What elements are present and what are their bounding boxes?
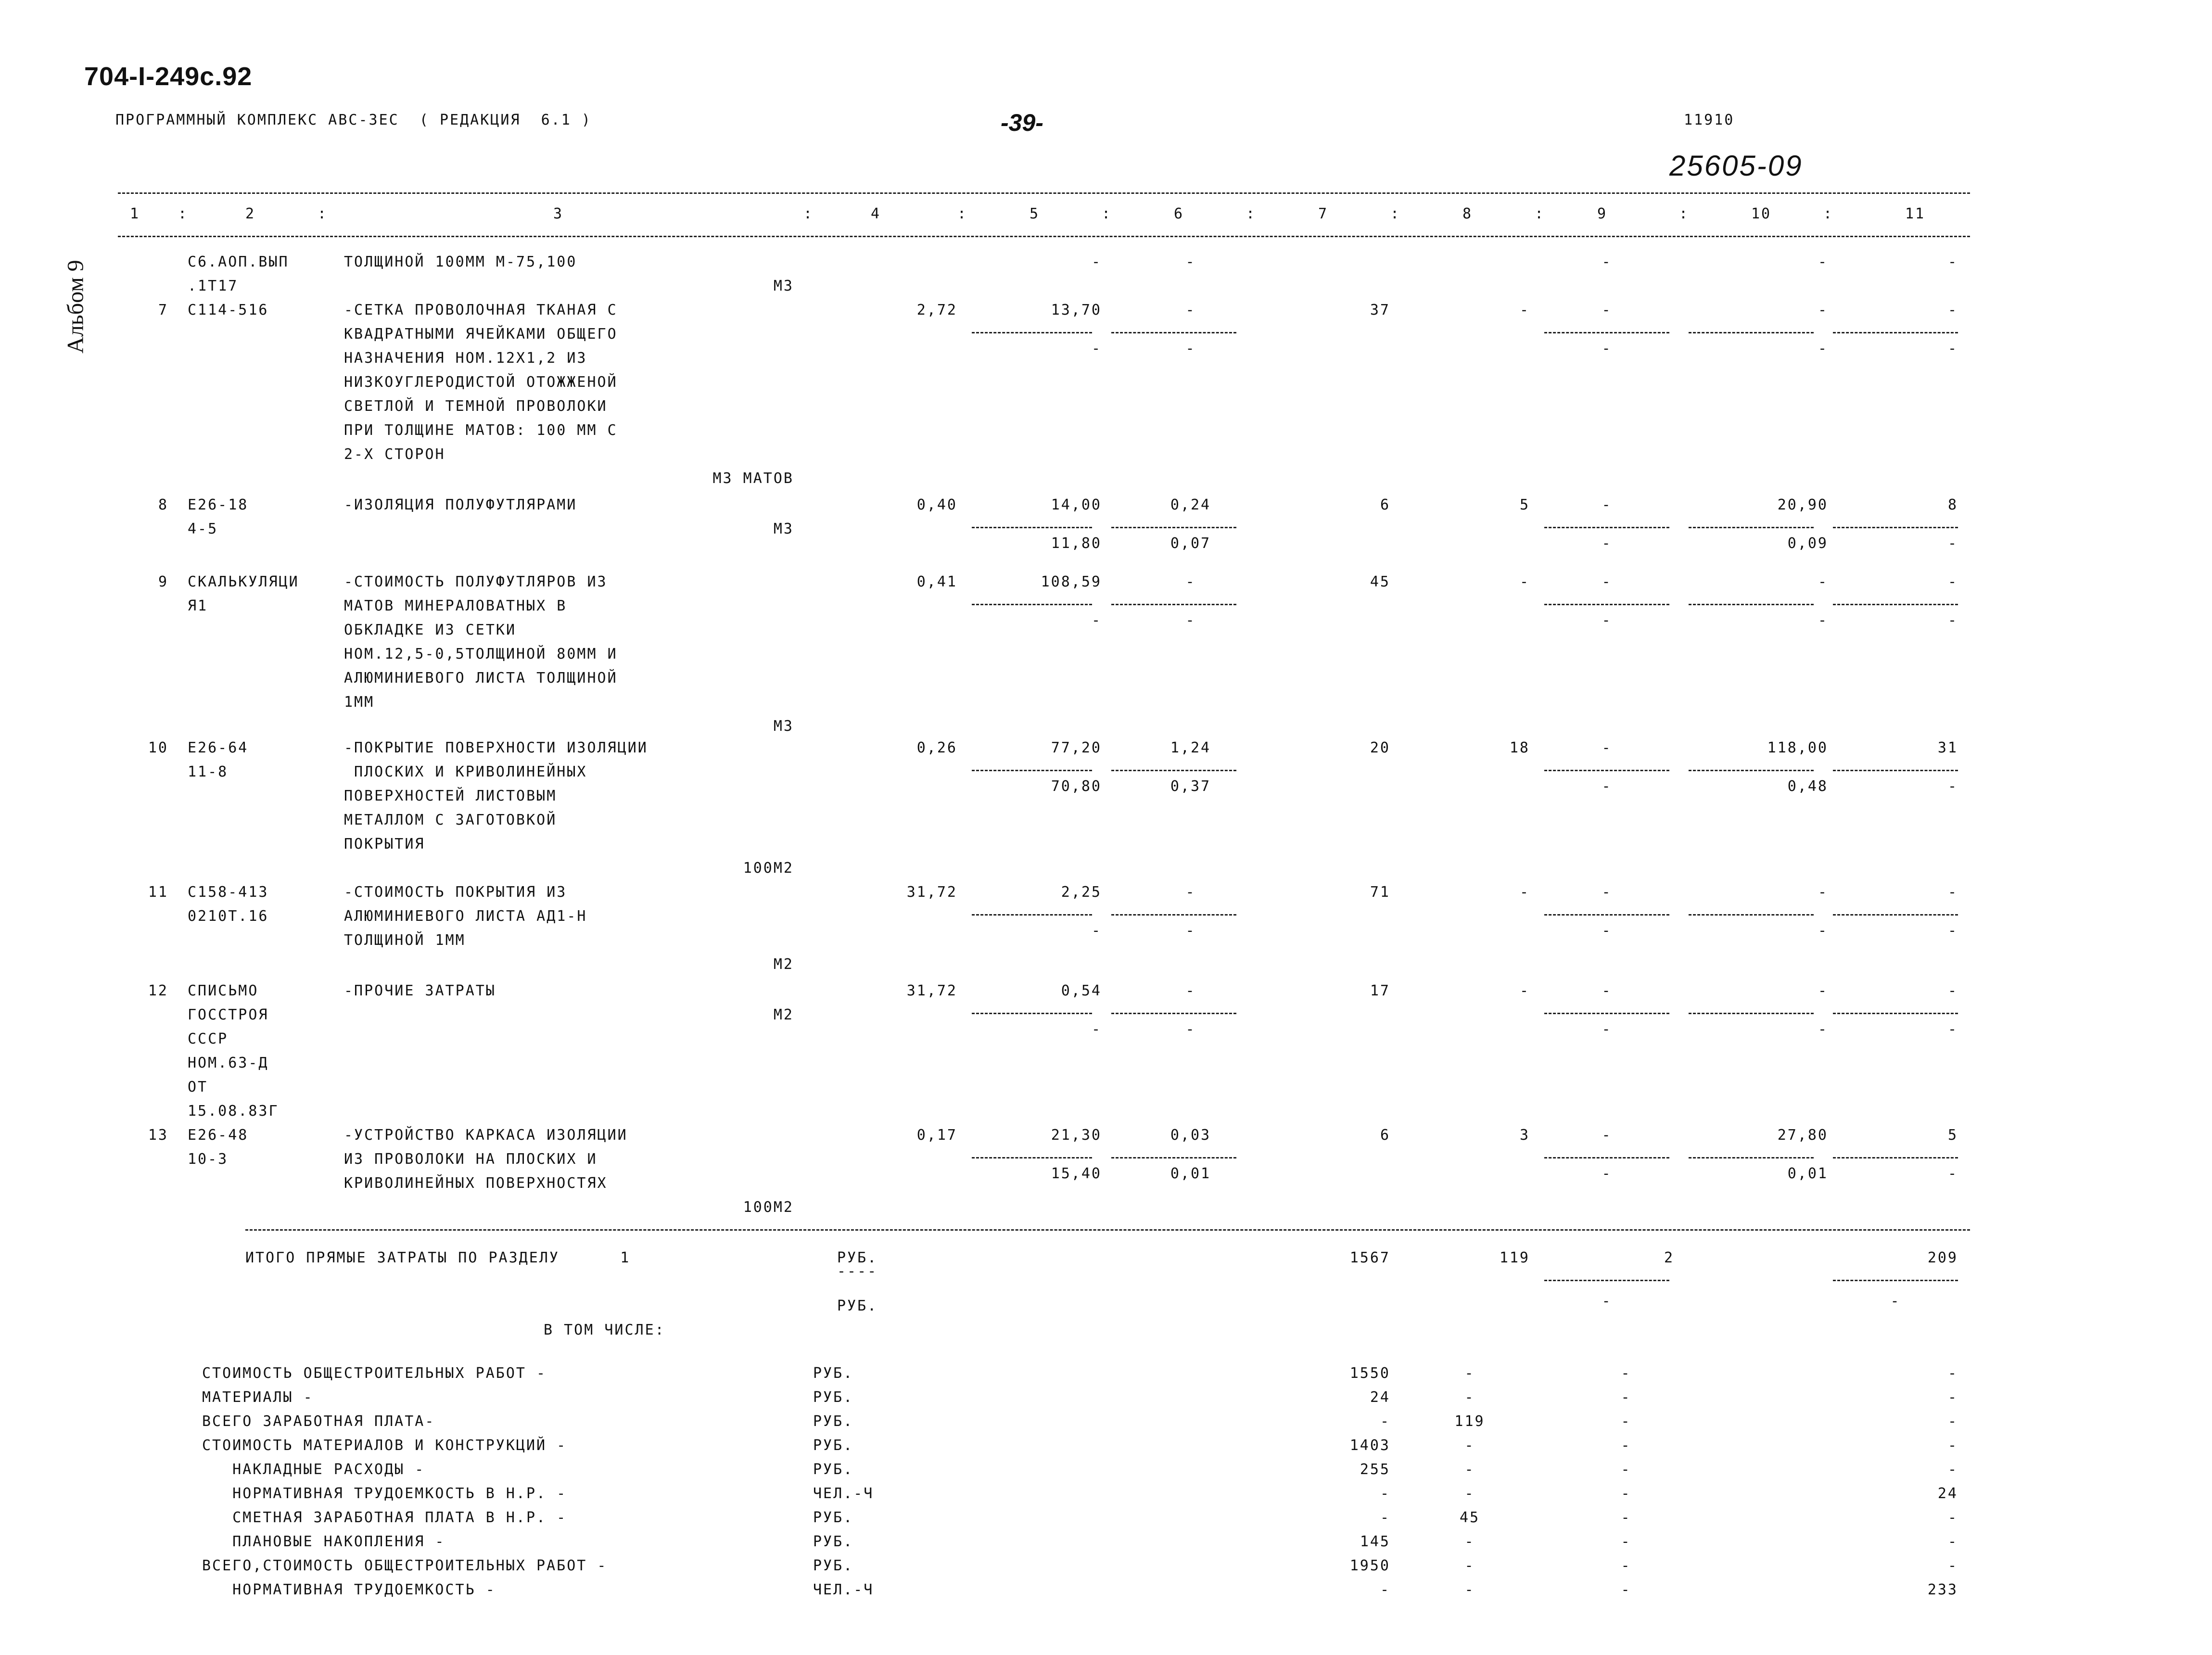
row-unit: М2 bbox=[773, 1006, 794, 1023]
row-col9-b: - bbox=[1602, 922, 1612, 939]
row-col9-b: - bbox=[1602, 535, 1612, 552]
summary-col9: - bbox=[1621, 1413, 1631, 1430]
row-code: Я1 bbox=[188, 598, 208, 614]
total-col9-b: - bbox=[1602, 1293, 1612, 1310]
summary-col9: - bbox=[1621, 1581, 1631, 1598]
row-code: Е26-64 bbox=[188, 739, 249, 756]
row-description: ПОВЕРХНОСТЕЙ ЛИСТОВЫМ bbox=[344, 788, 557, 804]
row-code: 10-3 bbox=[188, 1151, 229, 1168]
column-header: 9 bbox=[1597, 205, 1608, 222]
row-split-rule bbox=[972, 332, 1092, 333]
row-col7: 17 bbox=[1370, 982, 1390, 999]
row-col4: 2,72 bbox=[916, 302, 957, 318]
row-code: ГОССТРОЯ bbox=[188, 1006, 269, 1023]
row-unit: 100М2 bbox=[743, 860, 794, 877]
row-split-rule bbox=[1111, 1013, 1236, 1014]
row-col5: 14,00 bbox=[1051, 496, 1102, 513]
total-label: ИТОГО ПРЯМЫЕ ЗАТРАТЫ ПО РАЗДЕЛУ 1 bbox=[245, 1249, 631, 1266]
total-col11: 209 bbox=[1927, 1249, 1958, 1266]
summary-unit: РУБ. bbox=[813, 1509, 854, 1526]
row-col10-b: 0,01 bbox=[1787, 1165, 1828, 1182]
row-col8: 3 bbox=[1519, 1127, 1530, 1144]
row-col6-b: - bbox=[1185, 340, 1196, 357]
total-col7: 1567 bbox=[1349, 1249, 1390, 1266]
row-split-rule bbox=[1833, 914, 1958, 916]
summary-col7: 1950 bbox=[1349, 1557, 1390, 1574]
row-col11: - bbox=[1947, 573, 1958, 590]
summary-col9: - bbox=[1621, 1461, 1631, 1478]
column-header: 8 bbox=[1462, 205, 1473, 222]
summary-label: НОРМАТИВНАЯ ТРУДОЕМКОСТЬ В Н.Р. - bbox=[202, 1485, 567, 1502]
row-split-rule bbox=[1833, 1157, 1958, 1158]
row-split-rule bbox=[1544, 527, 1669, 528]
row-description: ОБКЛАДКЕ ИЗ СЕТКИ bbox=[344, 622, 517, 638]
row-col10-b: 0,09 bbox=[1787, 535, 1828, 552]
summary-col7: 1403 bbox=[1349, 1437, 1390, 1454]
row-col4: 0,17 bbox=[916, 1127, 957, 1144]
row-col5: - bbox=[1091, 254, 1102, 270]
row-split-rule bbox=[1544, 604, 1669, 605]
column-header: 6 bbox=[1174, 205, 1184, 222]
row-col10: 118,00 bbox=[1767, 739, 1828, 756]
total-unit-2: РУБ. bbox=[837, 1298, 878, 1314]
row-col10: - bbox=[1818, 884, 1828, 901]
summary-col7: - bbox=[1380, 1485, 1390, 1502]
summary-col9: - bbox=[1621, 1557, 1631, 1574]
column-header: : bbox=[318, 205, 328, 222]
total-col11-rule bbox=[1833, 1280, 1958, 1281]
row-description: -СЕТКА ПРОВОЛОЧНАЯ ТКАНАЯ С bbox=[344, 302, 618, 318]
summary-col11: - bbox=[1947, 1533, 1958, 1550]
column-header: 1 bbox=[130, 205, 140, 222]
header-rule-bottom bbox=[118, 236, 1970, 237]
row-description: НАЗНАЧЕНИЯ НОМ.12Х1,2 ИЗ bbox=[344, 350, 587, 367]
row-split-rule bbox=[1111, 527, 1236, 528]
row-description: -СТОИМОСТЬ ПОКРЫТИЯ ИЗ bbox=[344, 884, 567, 901]
total-rule bbox=[245, 1229, 1970, 1231]
row-col10: - bbox=[1818, 302, 1828, 318]
row-col5: 13,70 bbox=[1051, 302, 1102, 318]
summary-col9: - bbox=[1621, 1509, 1631, 1526]
row-col6: 1,24 bbox=[1170, 739, 1211, 756]
row-number: 9 bbox=[158, 573, 168, 590]
summary-col7: 145 bbox=[1360, 1533, 1390, 1550]
row-split-rule bbox=[972, 770, 1092, 771]
row-col8: - bbox=[1519, 884, 1530, 901]
row-col11-b: - bbox=[1947, 1021, 1958, 1038]
row-description: -УСТРОЙСТВО КАРКАСА ИЗОЛЯЦИИ bbox=[344, 1127, 628, 1144]
row-col11: - bbox=[1947, 884, 1958, 901]
row-split-rule bbox=[972, 604, 1092, 605]
summary-col11: - bbox=[1947, 1461, 1958, 1478]
row-col5-b: - bbox=[1091, 612, 1102, 629]
column-header: : bbox=[1823, 205, 1834, 222]
document-id: 704-I-249с.92 bbox=[84, 62, 253, 91]
row-col8: - bbox=[1519, 573, 1530, 590]
row-col5: 77,20 bbox=[1051, 739, 1102, 756]
row-number: 12 bbox=[148, 982, 168, 999]
row-col11-b: - bbox=[1947, 1165, 1958, 1182]
row-split-rule bbox=[1689, 1013, 1814, 1014]
column-header: : bbox=[1679, 205, 1690, 222]
row-col10-b: - bbox=[1818, 612, 1828, 629]
row-col6: - bbox=[1185, 982, 1196, 999]
row-col4: 0,41 bbox=[916, 573, 957, 590]
row-col11: 31 bbox=[1937, 739, 1958, 756]
row-col5-b: - bbox=[1091, 340, 1102, 357]
row-code: 11-8 bbox=[188, 764, 229, 780]
row-col4: 0,26 bbox=[916, 739, 957, 756]
row-col9-b: - bbox=[1602, 340, 1612, 357]
row-col5: 0,54 bbox=[1061, 982, 1102, 999]
row-description: АЛЮМИНИЕВОГО ЛИСТА АД1-Н bbox=[344, 908, 587, 925]
row-unit: М3 bbox=[773, 521, 794, 537]
row-split-rule bbox=[1833, 332, 1958, 333]
row-col6-b: - bbox=[1185, 922, 1196, 939]
summary-col9: - bbox=[1621, 1389, 1631, 1406]
row-description: ТОЛЩИНОЙ 100ММ М-75,100 bbox=[344, 254, 577, 270]
row-split-rule bbox=[1689, 527, 1814, 528]
summary-col8: - bbox=[1464, 1533, 1475, 1550]
row-code: 4-5 bbox=[188, 521, 218, 537]
row-code: СССР bbox=[188, 1031, 229, 1047]
summary-label: ВСЕГО ЗАРАБОТНАЯ ПЛАТА- bbox=[202, 1413, 435, 1430]
column-header: 7 bbox=[1318, 205, 1329, 222]
row-split-rule bbox=[972, 914, 1092, 916]
sheet-code: 11910 bbox=[1684, 112, 1735, 128]
row-description: АЛЮМИНИЕВОГО ЛИСТА ТОЛЩИНОЙ bbox=[344, 670, 618, 687]
row-col6: - bbox=[1185, 884, 1196, 901]
row-col6-b: - bbox=[1185, 612, 1196, 629]
row-col10-b: - bbox=[1818, 922, 1828, 939]
row-unit: М3 bbox=[773, 718, 794, 735]
summary-label: МАТЕРИАЛЫ - bbox=[202, 1389, 314, 1406]
row-description: МЕТАЛЛОМ С ЗАГОТОВКОЙ bbox=[344, 812, 557, 828]
summary-label: НАКЛАДНЫЕ РАСХОДЫ - bbox=[202, 1461, 425, 1478]
row-split-rule bbox=[1833, 527, 1958, 528]
column-header: : bbox=[178, 205, 189, 222]
summary-label: СТОИМОСТЬ ОБЩЕСТРОИТЕЛЬНЫХ РАБОТ - bbox=[202, 1365, 547, 1382]
column-header: 3 bbox=[553, 205, 564, 222]
row-col11: 8 bbox=[1947, 496, 1958, 513]
summary-label: НОРМАТИВНАЯ ТРУДОЕМКОСТЬ - bbox=[202, 1581, 496, 1598]
column-header: : bbox=[1535, 205, 1545, 222]
row-col8: - bbox=[1519, 302, 1530, 318]
summary-col8: - bbox=[1464, 1389, 1475, 1406]
summary-col11: - bbox=[1947, 1413, 1958, 1430]
row-split-rule bbox=[1111, 914, 1236, 916]
row-description: 1ММ bbox=[344, 694, 375, 711]
column-header: : bbox=[1102, 205, 1112, 222]
row-split-rule bbox=[1689, 914, 1814, 916]
row-col4: 31,72 bbox=[906, 982, 957, 999]
summary-label: ВСЕГО,СТОИМОСТЬ ОБЩЕСТРОИТЕЛЬНЫХ РАБОТ - bbox=[202, 1557, 608, 1574]
row-col7: 6 bbox=[1380, 496, 1390, 513]
summary-unit: РУБ. bbox=[813, 1557, 854, 1574]
row-col7: 6 bbox=[1380, 1127, 1390, 1144]
summary-col11: 233 bbox=[1927, 1581, 1958, 1598]
row-col10: 20,90 bbox=[1777, 496, 1828, 513]
summary-unit: ЧЕЛ.-Ч bbox=[813, 1485, 874, 1502]
row-col11-b: - bbox=[1947, 778, 1958, 795]
column-header: : bbox=[1390, 205, 1401, 222]
total-col8: 119 bbox=[1499, 1249, 1530, 1266]
total-col9-rule bbox=[1544, 1280, 1669, 1281]
summary-col7: 255 bbox=[1360, 1461, 1390, 1478]
row-col6: 0,03 bbox=[1170, 1127, 1211, 1144]
summary-col8: - bbox=[1464, 1461, 1475, 1478]
row-split-rule bbox=[1833, 770, 1958, 771]
row-split-rule bbox=[1111, 1157, 1236, 1158]
row-col9-b: - bbox=[1602, 612, 1612, 629]
row-col8: 5 bbox=[1519, 496, 1530, 513]
row-col10: 27,80 bbox=[1777, 1127, 1828, 1144]
row-split-rule bbox=[972, 1157, 1092, 1158]
summary-col11: - bbox=[1947, 1557, 1958, 1574]
row-description: ПЛОСКИХ И КРИВОЛИНЕЙНЫХ bbox=[344, 764, 587, 780]
row-description: 2-Х СТОРОН bbox=[344, 446, 445, 463]
row-code: С114-516 bbox=[188, 302, 269, 318]
summary-unit: ЧЕЛ.-Ч bbox=[813, 1581, 874, 1598]
row-col9-b: - bbox=[1602, 778, 1612, 795]
row-col5-b: - bbox=[1091, 1021, 1102, 1038]
row-description: МАТОВ МИНЕРАЛОВАТНЫХ В bbox=[344, 598, 567, 614]
row-description: СВЕТЛОЙ И ТЕМНОЙ ПРОВОЛОКИ bbox=[344, 398, 608, 415]
row-split-rule bbox=[1544, 1013, 1669, 1014]
row-number: 13 bbox=[148, 1127, 168, 1144]
row-number: 10 bbox=[148, 739, 168, 756]
row-description: -ИЗОЛЯЦИЯ ПОЛУФУТЛЯРАМИ bbox=[344, 496, 577, 513]
column-header: : bbox=[957, 205, 968, 222]
handwritten-stamp: 25605-09 bbox=[1669, 150, 1803, 182]
summary-col9: - bbox=[1621, 1437, 1631, 1454]
row-col9-b: - bbox=[1602, 1165, 1612, 1182]
row-col8: 18 bbox=[1509, 739, 1530, 756]
row-col10-b: - bbox=[1818, 1021, 1828, 1038]
row-split-rule bbox=[1111, 770, 1236, 771]
total-col9: 2 bbox=[1664, 1249, 1674, 1266]
row-description: -ПРОЧИЕ ЗАТРАТЫ bbox=[344, 982, 496, 999]
row-col7: 20 bbox=[1370, 739, 1390, 756]
row-col11-b: - bbox=[1947, 612, 1958, 629]
summary-col11: - bbox=[1947, 1389, 1958, 1406]
summary-unit: РУБ. bbox=[813, 1533, 854, 1550]
row-code: НОМ.63-Д bbox=[188, 1055, 269, 1071]
row-description: ТОЛЩИНОЙ 1ММ bbox=[344, 932, 466, 949]
row-number: 11 bbox=[148, 884, 168, 901]
row-split-rule bbox=[1544, 770, 1669, 771]
row-col6: 0,24 bbox=[1170, 496, 1211, 513]
row-col10: - bbox=[1818, 573, 1828, 590]
summary-unit: РУБ. bbox=[813, 1461, 854, 1478]
row-description: ПРИ ТОЛЩИНЕ МАТОВ: 100 ММ С bbox=[344, 422, 618, 439]
row-code: ОТ bbox=[188, 1079, 208, 1095]
summary-col11: 24 bbox=[1937, 1485, 1958, 1502]
row-col9-b: - bbox=[1602, 1021, 1612, 1038]
row-col9: - bbox=[1602, 739, 1612, 756]
including-label: В ТОМ ЧИСЛЕ: bbox=[544, 1322, 665, 1338]
summary-col7: - bbox=[1380, 1581, 1390, 1598]
row-col4: 31,72 bbox=[906, 884, 957, 901]
row-split-rule bbox=[1689, 332, 1814, 333]
row-col7: 71 bbox=[1370, 884, 1390, 901]
page-number: -39- bbox=[1001, 109, 1043, 136]
row-col7: 45 bbox=[1370, 573, 1390, 590]
album-label: Альбом 9 bbox=[63, 260, 89, 354]
column-header: 4 bbox=[871, 205, 881, 222]
row-split-rule bbox=[1544, 332, 1669, 333]
summary-col8: 119 bbox=[1454, 1413, 1485, 1430]
program-title: ПРОГРАММНЫЙ КОМПЛЕКС АВС-ЗЕС ( РЕДАКЦИЯ 6.1 ) bbox=[115, 112, 592, 128]
row-col5: 2,25 bbox=[1061, 884, 1102, 901]
row-col9: - bbox=[1602, 1127, 1612, 1144]
row-split-rule bbox=[1689, 1157, 1814, 1158]
summary-label: СМЕТНАЯ ЗАРАБОТНАЯ ПЛАТА В Н.Р. - bbox=[202, 1509, 567, 1526]
summary-col7: 24 bbox=[1370, 1389, 1390, 1406]
row-split-rule bbox=[1111, 604, 1236, 605]
row-col11: - bbox=[1947, 254, 1958, 270]
summary-col8: - bbox=[1464, 1557, 1475, 1574]
summary-col8: - bbox=[1464, 1485, 1475, 1502]
summary-label: ПЛАНОВЫЕ НАКОПЛЕНИЯ - bbox=[202, 1533, 445, 1550]
column-header: : bbox=[1246, 205, 1257, 222]
row-code: .1Т17 bbox=[188, 278, 239, 294]
row-col6: - bbox=[1185, 302, 1196, 318]
row-col11-b: - bbox=[1947, 340, 1958, 357]
row-code: Е26-18 bbox=[188, 496, 249, 513]
summary-col9: - bbox=[1621, 1485, 1631, 1502]
summary-col9: - bbox=[1621, 1365, 1631, 1382]
row-col6-b: 0,37 bbox=[1170, 778, 1211, 795]
row-col9: - bbox=[1602, 982, 1612, 999]
row-unit: М3 bbox=[773, 278, 794, 294]
row-code: С158-413 bbox=[188, 884, 269, 901]
header-rule-top bbox=[118, 192, 1970, 194]
summary-col7: 1550 bbox=[1349, 1365, 1390, 1382]
total-unit-rule: ---- bbox=[837, 1263, 878, 1280]
row-col6: - bbox=[1185, 254, 1196, 270]
row-col5: 108,59 bbox=[1041, 573, 1102, 590]
summary-col8: - bbox=[1464, 1581, 1475, 1598]
row-col5-b: 11,80 bbox=[1051, 535, 1102, 552]
summary-col7: - bbox=[1380, 1509, 1390, 1526]
row-col9: - bbox=[1602, 496, 1612, 513]
column-header: 2 bbox=[245, 205, 256, 222]
row-col10-b: 0,48 bbox=[1787, 778, 1828, 795]
row-col7: 37 bbox=[1370, 302, 1390, 318]
row-unit: 100М2 bbox=[743, 1199, 794, 1216]
column-header: : bbox=[803, 205, 814, 222]
row-unit: М3 МАТОВ bbox=[712, 470, 794, 487]
row-col6-b: - bbox=[1185, 1021, 1196, 1038]
row-col9: - bbox=[1602, 254, 1612, 270]
row-col11-b: - bbox=[1947, 535, 1958, 552]
summary-label: СТОИМОСТЬ МАТЕРИАЛОВ И КОНСТРУКЦИЙ - bbox=[202, 1437, 567, 1454]
row-split-rule bbox=[972, 1013, 1092, 1014]
row-col11-b: - bbox=[1947, 922, 1958, 939]
column-header: 5 bbox=[1030, 205, 1040, 222]
total-unit: РУБ. bbox=[837, 1249, 878, 1266]
row-description: -СТОИМОСТЬ ПОЛУФУТЛЯРОВ ИЗ bbox=[344, 573, 608, 590]
row-split-rule bbox=[1689, 770, 1814, 771]
row-code: 15.08.83Г bbox=[188, 1103, 279, 1120]
row-col5-b: - bbox=[1091, 922, 1102, 939]
row-col9: - bbox=[1602, 884, 1612, 901]
row-unit: М2 bbox=[773, 956, 794, 973]
row-col5-b: 70,80 bbox=[1051, 778, 1102, 795]
summary-unit: РУБ. bbox=[813, 1437, 854, 1454]
summary-unit: РУБ. bbox=[813, 1413, 854, 1430]
row-col5-b: 15,40 bbox=[1051, 1165, 1102, 1182]
column-header: 11 bbox=[1905, 205, 1926, 222]
row-split-rule bbox=[1689, 604, 1814, 605]
row-description: ПОКРЫТИЯ bbox=[344, 836, 425, 853]
row-description: -ПОКРЫТИЕ ПОВЕРХНОСТИ ИЗОЛЯЦИИ bbox=[344, 739, 648, 756]
row-col10-b: - bbox=[1818, 340, 1828, 357]
summary-col7: - bbox=[1380, 1413, 1390, 1430]
row-number: 8 bbox=[158, 496, 168, 513]
row-code: Е26-48 bbox=[188, 1127, 249, 1144]
row-col5: 21,30 bbox=[1051, 1127, 1102, 1144]
summary-col11: - bbox=[1947, 1365, 1958, 1382]
row-col6: - bbox=[1185, 573, 1196, 590]
row-split-rule bbox=[1111, 332, 1236, 333]
row-description: НОМ.12,5-0,5ТОЛЩИНОЙ 80ММ И bbox=[344, 646, 618, 662]
column-header: 10 bbox=[1751, 205, 1772, 222]
summary-col8: - bbox=[1464, 1437, 1475, 1454]
summary-col11: - bbox=[1947, 1437, 1958, 1454]
summary-col8: 45 bbox=[1459, 1509, 1480, 1526]
row-col8: - bbox=[1519, 982, 1530, 999]
row-description: НИЗКОУГЛЕРОДИСТОЙ ОТОЖЖЕНОЙ bbox=[344, 374, 618, 391]
summary-col9: - bbox=[1621, 1533, 1631, 1550]
row-split-rule bbox=[972, 527, 1092, 528]
row-col10: - bbox=[1818, 254, 1828, 270]
row-description: КВАДРАТНЫМИ ЯЧЕЙКАМИ ОБЩЕГО bbox=[344, 326, 618, 343]
row-col11: 5 bbox=[1947, 1127, 1958, 1144]
summary-unit: РУБ. bbox=[813, 1389, 854, 1406]
row-col10: - bbox=[1818, 982, 1828, 999]
row-number: 7 bbox=[158, 302, 168, 318]
summary-col8: - bbox=[1464, 1365, 1475, 1382]
row-split-rule bbox=[1544, 1157, 1669, 1158]
row-code: С6.АОП.ВЫП bbox=[188, 254, 289, 270]
row-description: КРИВОЛИНЕЙНЫХ ПОВЕРХНОСТЯХ bbox=[344, 1175, 608, 1192]
row-col6-b: 0,07 bbox=[1170, 535, 1211, 552]
row-code: СПИСЬМО bbox=[188, 982, 259, 999]
summary-col11: - bbox=[1947, 1509, 1958, 1526]
row-col11: - bbox=[1947, 302, 1958, 318]
row-code: СКАЛЬКУЛЯЦИ bbox=[188, 573, 299, 590]
summary-unit: РУБ. bbox=[813, 1365, 854, 1382]
row-split-rule bbox=[1544, 914, 1669, 916]
row-split-rule bbox=[1833, 1013, 1958, 1014]
row-col9: - bbox=[1602, 573, 1612, 590]
row-split-rule bbox=[1833, 604, 1958, 605]
row-col9: - bbox=[1602, 302, 1612, 318]
row-col11: - bbox=[1947, 982, 1958, 999]
row-col6-b: 0,01 bbox=[1170, 1165, 1211, 1182]
row-code: 0210Т.16 bbox=[188, 908, 269, 925]
row-col4: 0,40 bbox=[916, 496, 957, 513]
total-col11-b: - bbox=[1890, 1293, 1901, 1310]
row-description: ИЗ ПРОВОЛОКИ НА ПЛОСКИХ И bbox=[344, 1151, 597, 1168]
